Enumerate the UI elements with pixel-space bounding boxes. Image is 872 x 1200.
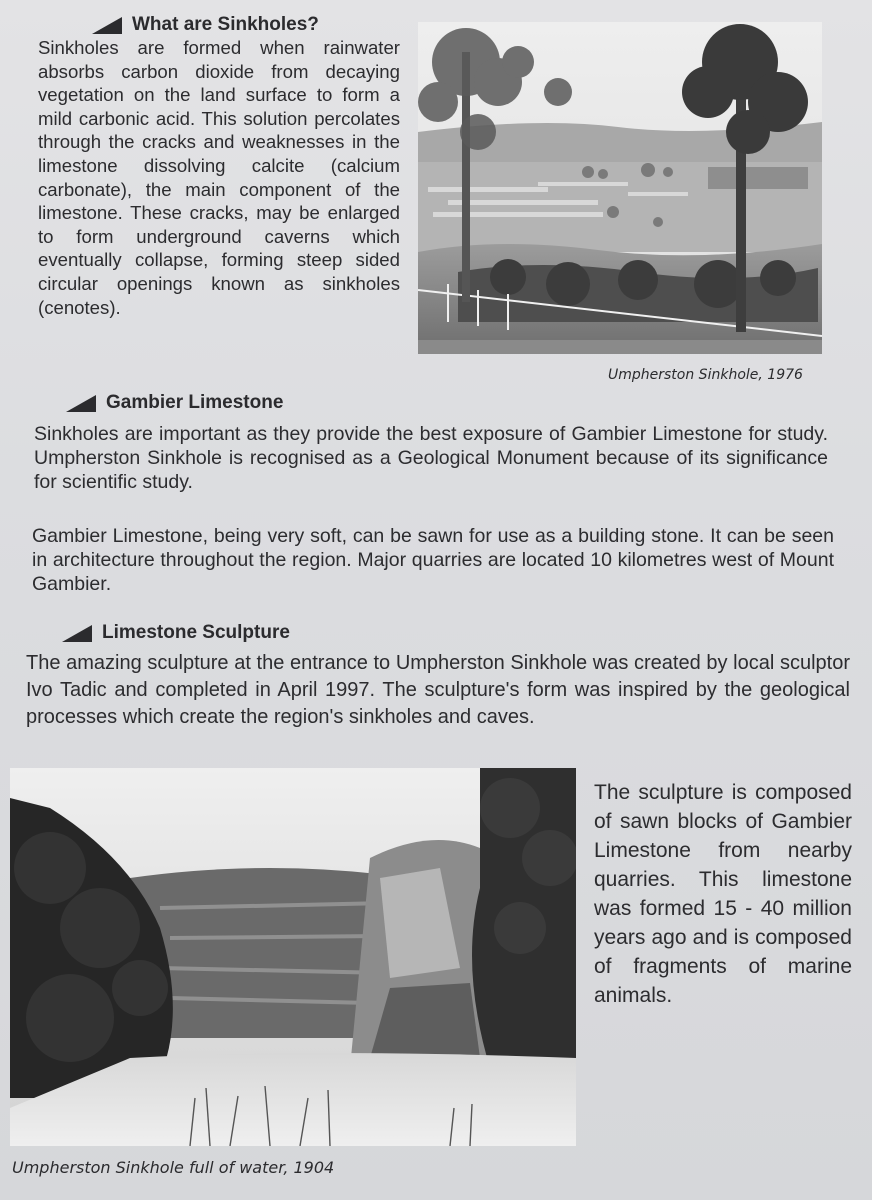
heading-text: Limestone Sculpture bbox=[102, 622, 290, 643]
heading-limestone-sculpture bbox=[62, 622, 290, 644]
heading-text: What are Sinkholes? bbox=[132, 14, 319, 35]
sinkhole-photo-1976 bbox=[418, 22, 822, 354]
heading-what-are-sinkholes bbox=[92, 14, 319, 36]
caption-1976: Umpherston Sinkhole, 1976 bbox=[608, 367, 803, 383]
triangle-bullet-icon bbox=[62, 625, 92, 642]
sinkhole-photo-1904 bbox=[10, 768, 576, 1146]
gambier-paragraph-1: Sinkholes are important as they provide the best exposure of Gambier Limestone for study. Umpherston Sinkhole is recognised as a Geological Monument because of its significance for scientific study. bbox=[34, 423, 828, 493]
heading-gambier-limestone bbox=[66, 392, 283, 414]
caption-1904: Umpherston Sinkhole full of water, 1904 bbox=[12, 1158, 335, 1177]
heading-text: Gambier Limestone bbox=[106, 392, 284, 413]
triangle-bullet-icon bbox=[66, 395, 96, 412]
sinkholes-paragraph: Sinkholes are formed when rainwater absorbs carbon dioxide from decaying vegetation on the land surface to form a mild carbonic acid. This solution percolates through the cracks and weaknesses in the limestone dissolving calcite (calcium carbonate), the main component of the limestone. These cracks, may be enlarged to form underground caverns which eventually collapse, forming steep sided circular openings known as sinkholes (cenotes). bbox=[38, 37, 400, 318]
sculpture-paragraph: The amazing sculpture at the entrance to Umpherston Sinkhole was created by local sculptor Ivo Tadic and completed in April 1997. The sculpture's form was inspired by the geological processes which create the region's sinkholes and caves. bbox=[26, 652, 850, 728]
gambier-paragraph-2: Gambier Limestone, being very soft, can be sawn for use as a building stone. It can be seen in architecture throughout the region. Major quarries are located 10 kilometres west of Mount Gambier. bbox=[32, 525, 834, 595]
triangle-bullet-icon bbox=[92, 17, 122, 34]
sculpture-side-paragraph: The sculpture is composed of sawn blocks of Gambier Limestone from nearby quarries. This limestone was formed 15 - 40 million years ago and is composed of fragments of marine animals. bbox=[594, 781, 852, 1007]
